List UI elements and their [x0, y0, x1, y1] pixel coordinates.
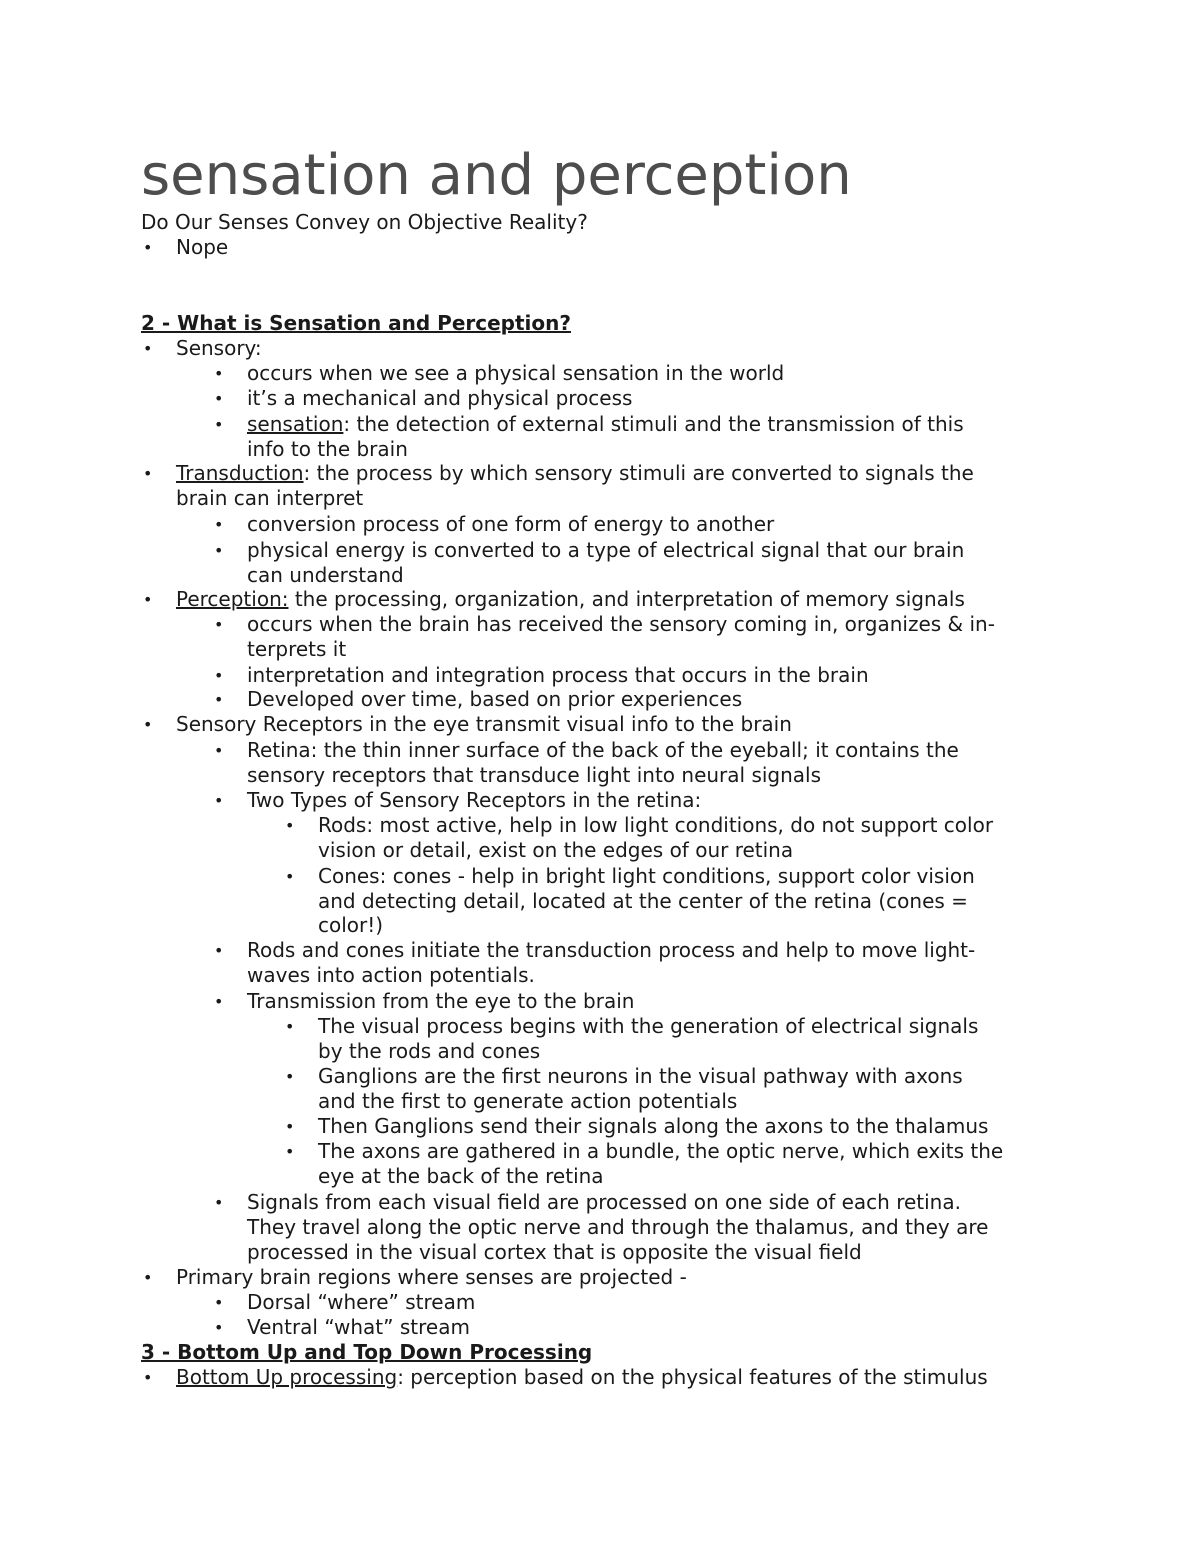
bullet-icon: • — [214, 415, 224, 434]
term-sensation: sensation — [247, 412, 344, 436]
list-item-continuation: can understand — [247, 563, 404, 587]
bullet-icon: • — [143, 1268, 153, 1287]
bullet-icon: • — [214, 515, 224, 534]
list-item-continuation: vision or detail, exist on the edges of our retina — [318, 838, 794, 862]
bullet-icon: • — [143, 1368, 153, 1387]
bullet-icon: • — [143, 715, 153, 734]
list-item: Rods: most active, help in low light conditions, do not support color — [318, 813, 994, 837]
list-item: conversion process of one form of energy to another — [247, 512, 775, 536]
term-transduction: Transduction — [176, 461, 304, 485]
bullet-icon: • — [285, 867, 295, 886]
bullet-icon: • — [214, 364, 224, 383]
list-item: occurs when the brain has received the sensory coming in, organizes & in- — [247, 612, 995, 636]
list-item: interpretation and integration process that occurs in the brain — [247, 663, 869, 687]
list-item: The axons are gathered in a bundle, the optic nerve, which exits the — [318, 1139, 1004, 1163]
bullet-icon: • — [285, 1017, 295, 1036]
term-bottom-up: Bottom Up processing — [176, 1365, 398, 1389]
bullet-icon: • — [214, 615, 224, 634]
bullet-icon: • — [143, 339, 153, 358]
list-item: Sensory Receptors in the eye transmit visual info to the brain — [176, 712, 792, 736]
list-item — [176, 587, 965, 612]
bullet-icon: • — [285, 1142, 295, 1161]
list-item-continuation: by the rods and cones — [318, 1039, 541, 1063]
list-item-continuation: and the first to generate action potentials — [318, 1089, 738, 1113]
term-perception: Perception: — [176, 587, 289, 611]
bullet-icon: • — [214, 389, 224, 408]
list-item: Retina: the thin inner surface of the back of the eyeball; it contains the — [247, 738, 959, 762]
bullet-icon: • — [214, 992, 224, 1011]
list-item: Dorsal “where” stream — [247, 1290, 476, 1314]
list-item — [176, 1365, 988, 1390]
bullet-icon: • — [214, 666, 224, 685]
definition-text: : the detection of external stimuli and the transmission of this — [343, 412, 964, 436]
list-item: Then Ganglions send their signals along the axons to the thalamus — [318, 1114, 989, 1138]
list-item-continuation: eye at the back of the retina — [318, 1164, 604, 1188]
list-item-continuation: color!) — [318, 913, 384, 937]
list-item: Rods and cones initiate the transduction process and help to move light- — [247, 938, 976, 962]
list-item: it’s a mechanical and physical process — [247, 386, 633, 410]
definition-text: : the process by which sensory stimuli are converted to signals the — [303, 461, 974, 485]
intro-question: Do Our Senses Convey on Objective Reality? — [141, 210, 588, 234]
definition-text: : perception based on the physical features of the stimulus — [397, 1365, 988, 1389]
bullet-icon: • — [143, 464, 153, 483]
bullet-icon: • — [214, 1318, 224, 1337]
list-item-continuation: and detecting detail, located at the center of the retina (cones = — [318, 889, 968, 913]
bullet-icon: • — [285, 1067, 295, 1086]
list-item — [176, 461, 974, 486]
bullet-icon: • — [214, 791, 224, 810]
list-item-continuation: waves into action potentials. — [247, 963, 535, 987]
list-item: Ventral “what” stream — [247, 1315, 470, 1339]
section2-heading: 2 - What is Sensation and Perception? — [141, 311, 571, 335]
list-item: Cones: cones - help in bright light conditions, support color vision — [318, 864, 975, 888]
bullet-icon: • — [214, 741, 224, 760]
section3-heading: 3 - Bottom Up and Top Down Processing — [141, 1340, 593, 1364]
list-item: occurs when we see a physical sensation in the world — [247, 361, 785, 385]
list-item: The visual process begins with the generation of electrical signals — [318, 1014, 979, 1038]
list-item: Sensory: — [176, 336, 262, 360]
bullet-icon: • — [143, 590, 153, 609]
list-item-continuation: brain can interpret — [176, 486, 364, 510]
bullet-icon: • — [214, 1193, 224, 1212]
list-item: Transmission from the eye to the brain — [247, 989, 635, 1013]
bullet-icon: • — [214, 541, 224, 560]
definition-text: the processing, organization, and interpretation of memory signals — [288, 587, 965, 611]
list-item: Primary brain regions where senses are projected - — [176, 1265, 687, 1289]
bullet-icon: • — [285, 1117, 295, 1136]
list-item: physical energy is converted to a type of electrical signal that our brain — [247, 538, 965, 562]
list-item: Two Types of Sensory Receptors in the retina: — [247, 788, 702, 812]
bullet-icon: • — [214, 941, 224, 960]
bullet-icon: • — [214, 1293, 224, 1312]
list-item: Developed over time, based on prior experiences — [247, 687, 743, 711]
list-item-continuation: info to the brain — [247, 437, 408, 461]
page-title: sensation and perception — [141, 143, 852, 208]
list-item: Signals from each visual field are processed on one side of each retina. — [247, 1190, 961, 1214]
intro-answer: Nope — [176, 235, 229, 259]
list-item-continuation: sensory receptors that transduce light into neural signals — [247, 763, 822, 787]
bullet-icon: • — [285, 816, 295, 835]
list-item — [247, 412, 964, 437]
list-item-continuation: processed in the visual cortex that is opposite the visual field — [247, 1240, 862, 1264]
bullet-icon: • — [214, 690, 224, 709]
list-item-continuation: terprets it — [247, 637, 347, 661]
bullet-icon: • — [143, 238, 153, 257]
list-item-continuation: They travel along the optic nerve and through the thalamus, and they are — [247, 1215, 989, 1239]
list-item: Ganglions are the first neurons in the visual pathway with axons — [318, 1064, 963, 1088]
